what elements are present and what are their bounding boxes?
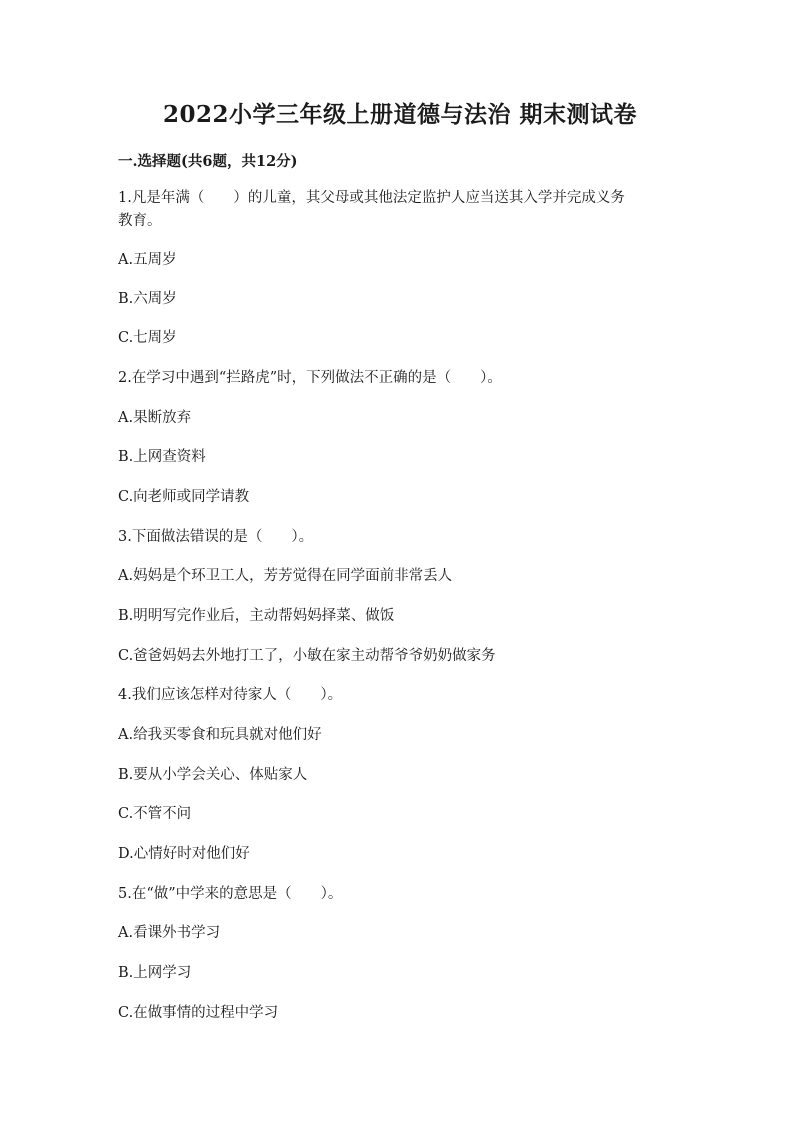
question-4-option-d: D.心情好时对他们好 (118, 846, 250, 862)
question-3-option-c: C.爸爸妈妈去外地打工了，小敏在家主动帮爷爷奶奶做家务 (118, 648, 496, 664)
question-2-stem: 2.在学习中遇到“拦路虎”时，下列做法不正确的是（ ）。 (118, 370, 502, 386)
question-4-option-b: B.要从小学会关心、体贴家人 (118, 767, 308, 783)
question-5-option-a: A.看课外书学习 (118, 925, 221, 941)
question-4-option-a: A.给我买零食和玩具就对他们好 (118, 727, 322, 743)
page-title: 2022小学三年级上册道德与法治 期末测试卷 (162, 101, 638, 128)
question-1-stem: 1.凡是年满（ ）的儿童，其父母或其他法定监护人应当送其入学并完成义务 (118, 190, 625, 206)
question-2-option-b: B.上网查资料 (118, 449, 206, 465)
question-4-option-c: C.不管不问 (118, 806, 192, 822)
question-3-stem: 3.下面做法错误的是（ ）。 (118, 529, 314, 545)
question-3-option-a: A.妈妈是个环卫工人，芳芳觉得在同学面前非常丢人 (118, 568, 453, 584)
question-5-option-c: C.在做事情的过程中学习 (118, 1005, 279, 1021)
question-1-stem-continued: 教育。 (118, 213, 162, 229)
question-4-stem: 4.我们应该怎样对待家人（ ）。 (118, 687, 343, 703)
question-5-stem: 5.在“做”中学来的意思是（ ）。 (118, 886, 343, 902)
question-1-option-a: A.五周岁 (118, 252, 177, 268)
question-1-option-b: B.六周岁 (118, 291, 177, 307)
question-2-option-a: A.果断放弃 (118, 410, 192, 426)
question-3-option-b: B.明明写完作业后，主动帮妈妈择菜、做饭 (118, 608, 395, 624)
question-1-option-c: C.七周岁 (118, 330, 177, 346)
question-5-option-b: B.上网学习 (118, 965, 192, 981)
section-header: 一.选择题(共6题，共12分) (118, 153, 298, 170)
question-2-option-c: C.向老师或同学请教 (118, 489, 250, 505)
